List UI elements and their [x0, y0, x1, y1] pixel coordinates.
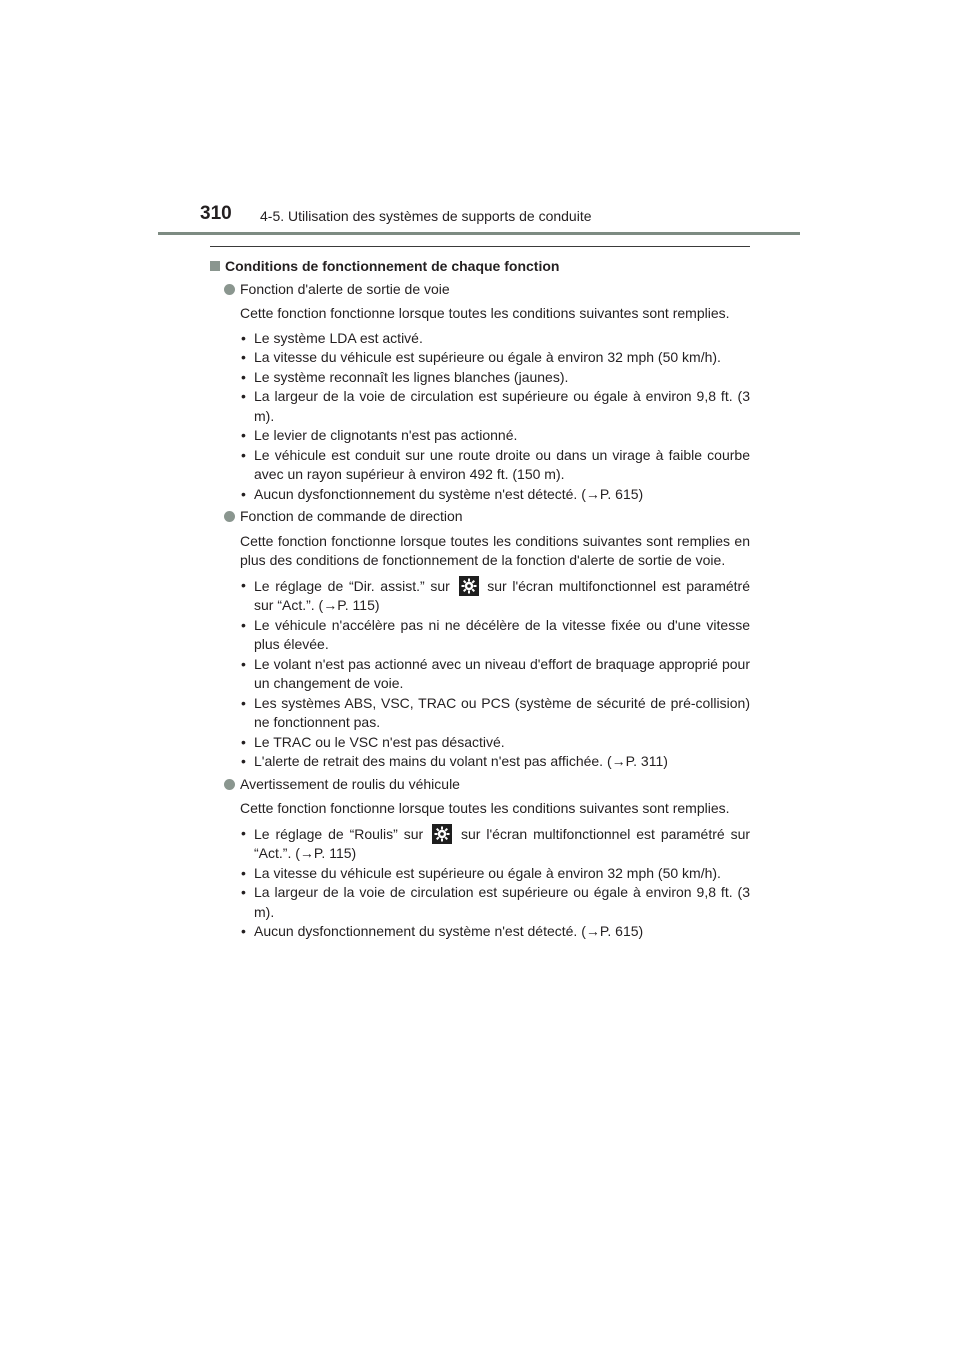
page-header [0, 0, 960, 240]
subsection-heading [224, 507, 750, 527]
circle-bullet-icon [224, 779, 235, 790]
gear-icon [459, 576, 479, 596]
subsection-title: Avertissement de roulis du véhicule [240, 775, 460, 792]
subsection-heading [224, 280, 750, 300]
list-item: • Le véhicule est conduit sur une route droite ou dans un virage à faible courbe avec un rayon supérieur à environ 492 ft. (150 m). [241, 446, 750, 482]
list-item: • Le TRAC ou le VSC n'est pas désactivé. [241, 733, 505, 750]
list-item: • Le volant n'est pas actionné avec un niveau d'effort de braquage approprié pour un changement de voie. [241, 655, 750, 691]
list-item: • L'alerte de retrait des mains du volant n'est pas affichée. (→P. 311) [241, 753, 668, 769]
gear-icon [432, 824, 452, 844]
subsection-intro: Cette fonction fonctionne lorsque toutes les conditions suivantes sont remplies. [240, 305, 730, 321]
list-item: • Le levier de clignotants n'est pas actionné. [241, 427, 518, 443]
list-item: • La largeur de la voie de circulation est supérieure ou égale à environ 9,8 ft. (3 m). [241, 884, 750, 920]
circle-bullet-icon [224, 284, 235, 295]
list-item: • Le véhicule n'accélère pas ni ne décélère de la vitesse fixée ou d'une vitesse plus élevée. [241, 616, 750, 652]
subsection-title: Fonction d'alerte de sortie de voie [240, 280, 450, 297]
list-item: • Aucun dysfonctionnement du système n'est détecté. (→P. 615) [241, 923, 644, 939]
square-bullet-icon [210, 261, 220, 271]
subsection-heading [224, 775, 750, 795]
conditions-list [240, 329, 750, 505]
page-content [210, 257, 750, 944]
list-item: • Aucun dysfonctionnement du système n'est détecté. (→P. 615) [241, 485, 644, 502]
list-item: • Le réglage de “Dir. assist.” sur sur l'écran multifonctionnel est paramétré sur “Act.”. (→P. 115) [241, 576, 751, 613]
page-number: 310 [200, 203, 232, 224]
list-item: • La vitesse du véhicule est supérieure ou égale à environ 32 mph (50 km/h). [241, 349, 721, 365]
list-item: • Le système reconnaît les lignes blanches (jaunes). [241, 368, 569, 385]
list-item: • Le réglage de “Roulis” sur sur l'écran multifonctionnel est paramétré sur “Act.”. (→P. 115) [241, 824, 751, 861]
list-item: • La largeur de la voie de circulation est supérieure ou égale à environ 9,8 ft. (3 m). [241, 388, 750, 424]
section-divider [210, 246, 750, 247]
chapter-title: 4-5. Utilisation des systèmes de supports de conduite [260, 208, 592, 224]
section-title: Conditions de fonctionnement de chaque fonction [225, 258, 560, 274]
subsection-intro: Cette fonction fonctionne lorsque toutes les conditions suivantes sont remplies en plus des conditions de fonctionnement de la fonction d'alerte de sortie de voie. [240, 532, 750, 568]
header-rule [158, 232, 800, 235]
conditions-list [240, 824, 750, 942]
subsection-title: Fonction de commande de direction [240, 508, 463, 524]
circle-bullet-icon [224, 511, 235, 522]
list-item: • Le système LDA est activé. [241, 329, 423, 346]
conditions-list [240, 576, 750, 772]
subsection-intro: Cette fonction fonctionne lorsque toutes les conditions suivantes sont remplies. [240, 800, 730, 816]
list-item: • La vitesse du véhicule est supérieure ou égale à environ 32 mph (50 km/h). [241, 864, 721, 881]
list-item: • Les systèmes ABS, VSC, TRAC ou PCS (système de sécurité de pré-collision) ne fonctionnent pas. [241, 694, 750, 730]
section-heading [210, 257, 750, 277]
